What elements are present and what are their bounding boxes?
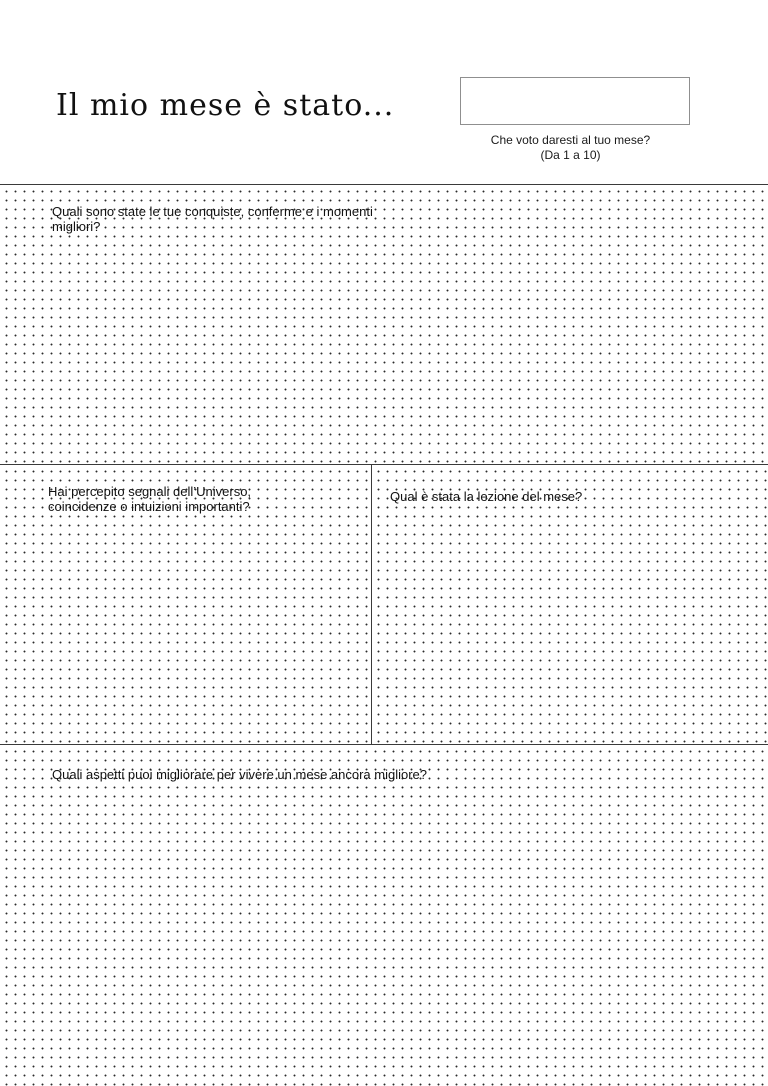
signs-writing-area[interactable] xyxy=(0,465,371,744)
score-prompt-range: (Da 1 a 10) xyxy=(540,148,601,162)
score-prompt xyxy=(460,133,681,163)
section-divider-bottom xyxy=(0,744,768,745)
header-divider xyxy=(0,184,768,185)
month-score-box[interactable] xyxy=(460,77,690,125)
signs-question: Hai percepito segnali dell’Universo, coincidenze o intuizioni importanti? xyxy=(48,484,252,514)
column-divider xyxy=(371,464,372,745)
highlights-question: Quali sono state le tue conquiste, conferme e i momenti migliori? xyxy=(52,204,373,234)
improvement-question: Quali aspetti puoi migliorare per vivere un mese ancora migliore? xyxy=(52,767,428,782)
section-divider-top xyxy=(0,464,768,465)
lesson-writing-area[interactable] xyxy=(372,465,768,744)
score-prompt-question: Che voto daresti al tuo mese? xyxy=(490,133,651,147)
page-header xyxy=(0,0,768,185)
improvement-writing-area[interactable] xyxy=(0,745,768,1086)
highlights-writing-area[interactable] xyxy=(0,185,768,465)
page-title: Il mio mese è stato... xyxy=(56,88,395,123)
lesson-question: Qual è stata la lezione del mese? xyxy=(390,489,583,504)
